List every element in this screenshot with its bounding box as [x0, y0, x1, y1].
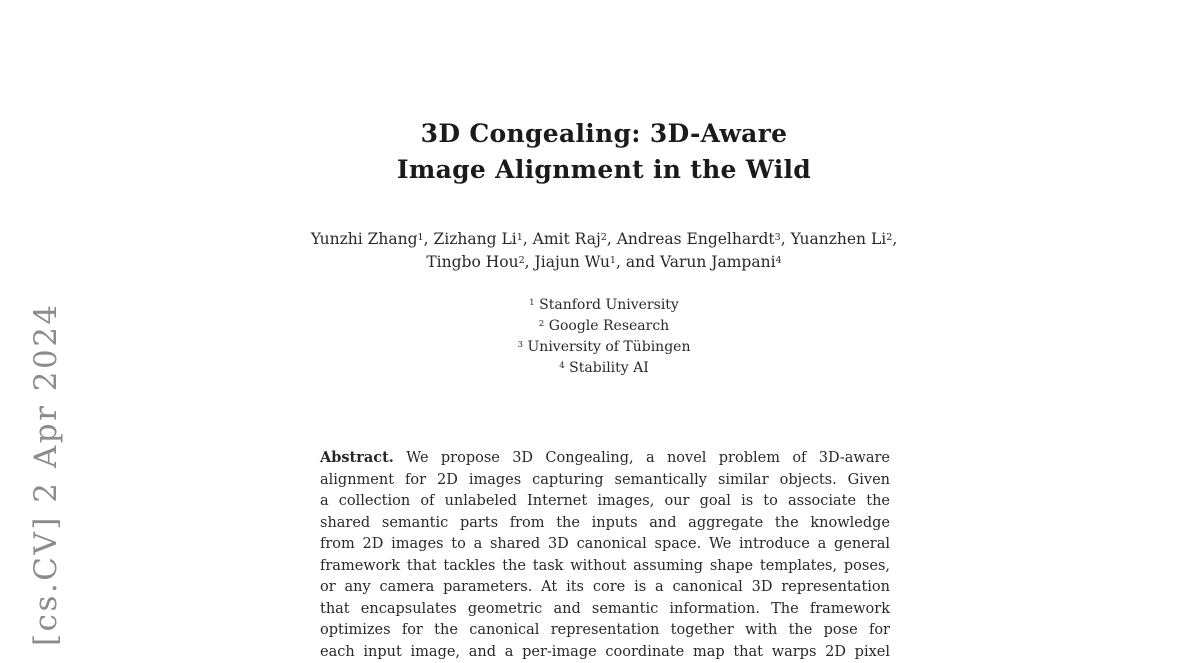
abstract-line [320, 447, 890, 470]
affiliation-list [8, 295, 1200, 379]
paper-title-line2: Image Alignment in the Wild [8, 152, 1200, 188]
authors-line1: Yunzhi Zhang$^1$, Zizhang Li$^1$, Amit Raj$^2$, Andreas Engelhardt$^3$, Yuanzhen Li$^2$, [8, 228, 1200, 251]
abstract-label: Abstract. [320, 449, 394, 466]
abstract [320, 447, 890, 663]
abstract-line: or any camera parameters. At its core is a canonical 3D representation [320, 577, 890, 599]
affiliation-stanford: $^1$ Stanford University [8, 295, 1200, 316]
authors-line2: Tingbo Hou$^2$, Jiajun Wu$^1$, and Varun Jampani$^4$ [8, 251, 1200, 274]
paper-title [8, 116, 1200, 188]
author-list [8, 228, 1200, 274]
affiliation-tuebingen: $^3$ University of Tübingen [8, 337, 1200, 358]
arxiv-stamp: [cs.CV] 2 Apr 2024 [28, 302, 64, 646]
abstract-line: shared semantic parts from the inputs and aggregate the knowledge [320, 513, 890, 535]
paper-title-line1: 3D Congealing: 3D-Aware [8, 116, 1200, 152]
abstract-line: each input image, and a per-image coordinate map that warps 2D pixel [320, 642, 890, 663]
affiliation-stability: $^4$ Stability AI [8, 358, 1200, 379]
abstract-line: framework that tackles the task without assuming shape templates, poses, [320, 556, 890, 578]
abstract-line: a collection of unlabeled Internet images, our goal is to associate the [320, 491, 890, 513]
affiliation-google: $^2$ Google Research [8, 316, 1200, 337]
abstract-line: alignment for 2D images capturing semantically similar objects. Given [320, 470, 890, 492]
abstract-line: that encapsulates geometric and semantic information. The framework [320, 599, 890, 621]
abstract-line-text: We propose 3D Congealing, a novel problem of 3D-aware [406, 450, 890, 466]
abstract-line: optimizes for the canonical representation together with the pose for [320, 620, 890, 642]
abstract-line: from 2D images to a shared 3D canonical space. We introduce a general [320, 534, 890, 556]
